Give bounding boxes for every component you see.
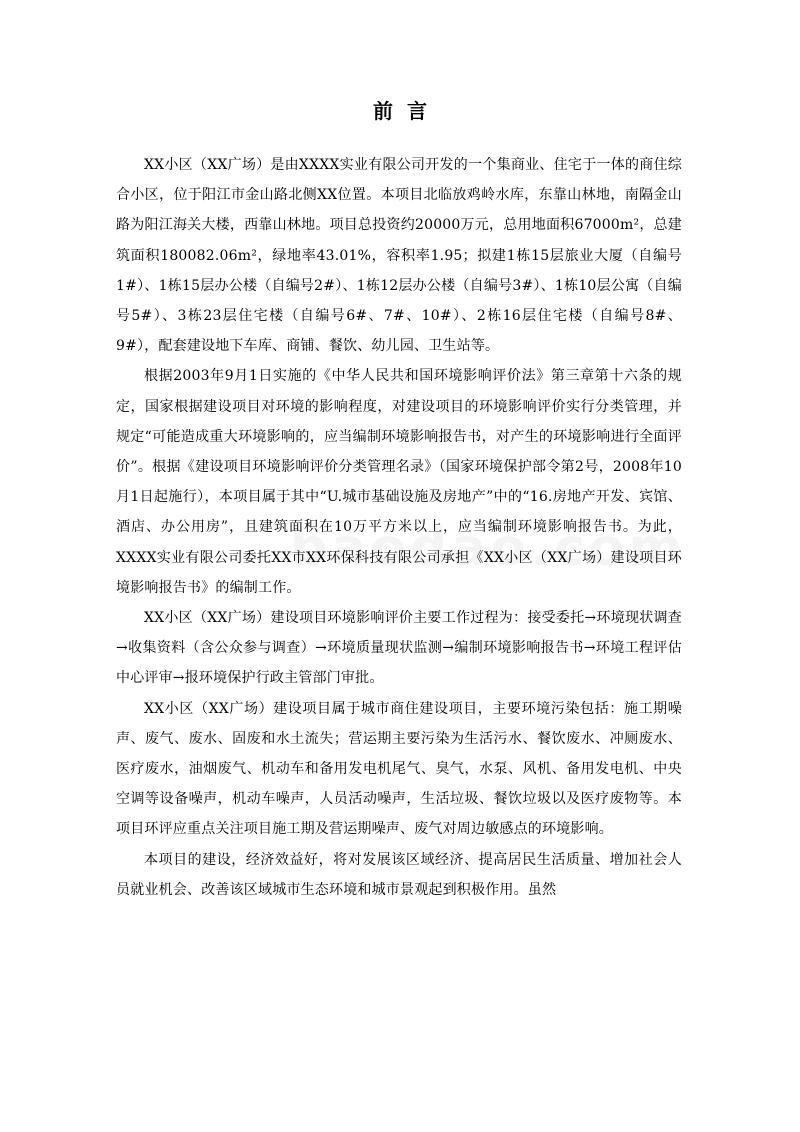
paragraph-project-overview: XX小区（XX广场）是由XXXX实业有限公司开发的一个集商业、住宅于一体的商住综合小区，位于阳江市金山路北侧XX位置。本项目北临放鸡岭水库，东靠山林地，南隔金山路为阳江海关大楼，西靠山林地。项目总投资约20000万元，总用地面积67000m²，总建筑面积180082.06m²，绿地率43.01%，容积率1.95；拟建1栋15层旅业大厦（自编号1#）、1栋15层办公楼（自编号2#）、1栋12层办公楼（自编号3#）、1栋10层公寓（自编号5#）、3栋23层住宅楼（自编号6#、7#、10#）、2栋16层住宅楼（自编号8#、9#），配套建设地下车库、商铺、餐饮、幼儿园、卫生站等。 xyxy=(116,157,682,355)
page-title: 前言 xyxy=(373,99,441,123)
paragraph-benefits: 本项目的建设，经济效益好，将对发展该区域经济、提高居民生活质量、增加社会人员就业机会、改善该区域城市生态环境和城市景观起到积极作用。虽然 xyxy=(116,851,682,898)
paragraph-work-process: XX小区（XX广场）建设项目环境影响评价主要工作过程为：接受委托→环境现状调查→收集资料（含公众参与调查）→环境质量现状监测→编制环境影响报告书→环境工程评估中心评审→报环境保护行政主管部门审批。 xyxy=(116,610,682,687)
paragraph-pollution-sources: XX小区（XX广场）建设项目属于城市商住建设项目，主要环境污染包括：施工期噪声、废气、废水、固废和水土流失；营运期主要污染为生活污水、餐饮废水、冲厕废水、医疗废水，油烟废气、机动车和备用发电机尾气、臭气，水泵、风机、备用发电机、中央空调等设备噪声，机动车噪声，人员活动噪声，生活垃圾、餐饮垃圾以及医疗废物等。本项目环评应重点关注项目施工期及营运期噪声、废气对周边敏感点的环境影响。 xyxy=(116,700,682,838)
body-text xyxy=(116,150,682,905)
paragraph-legal-basis: 根据2003年9月1日实施的《中华人民共和国环境影响评价法》第三章第十六条的规定，国家根据建设项目对环境的影响程度，对建设项目的环境影响评价实行分类管理，并规定“可能造成重大环境影响的，应当编制环境影响报告书，对产生的环境影响进行全面评价”。根据《建设项目环境影响评价分类管理名录》（国家环境保护部令第2号，2008年10月1日起施行），本项目属于其中“U.城市基础设施及房地产”中的“16.房地产开发、宾馆、酒店、办公用房”，且建筑面积在10万平方米以上，应当编制环境影响报告书。为此，XXXX实业有限公司委托XX市XX环保科技有限公司承担《XX小区（XX广场）建设项目环境影响报告书》的编制工作。 xyxy=(116,368,682,596)
